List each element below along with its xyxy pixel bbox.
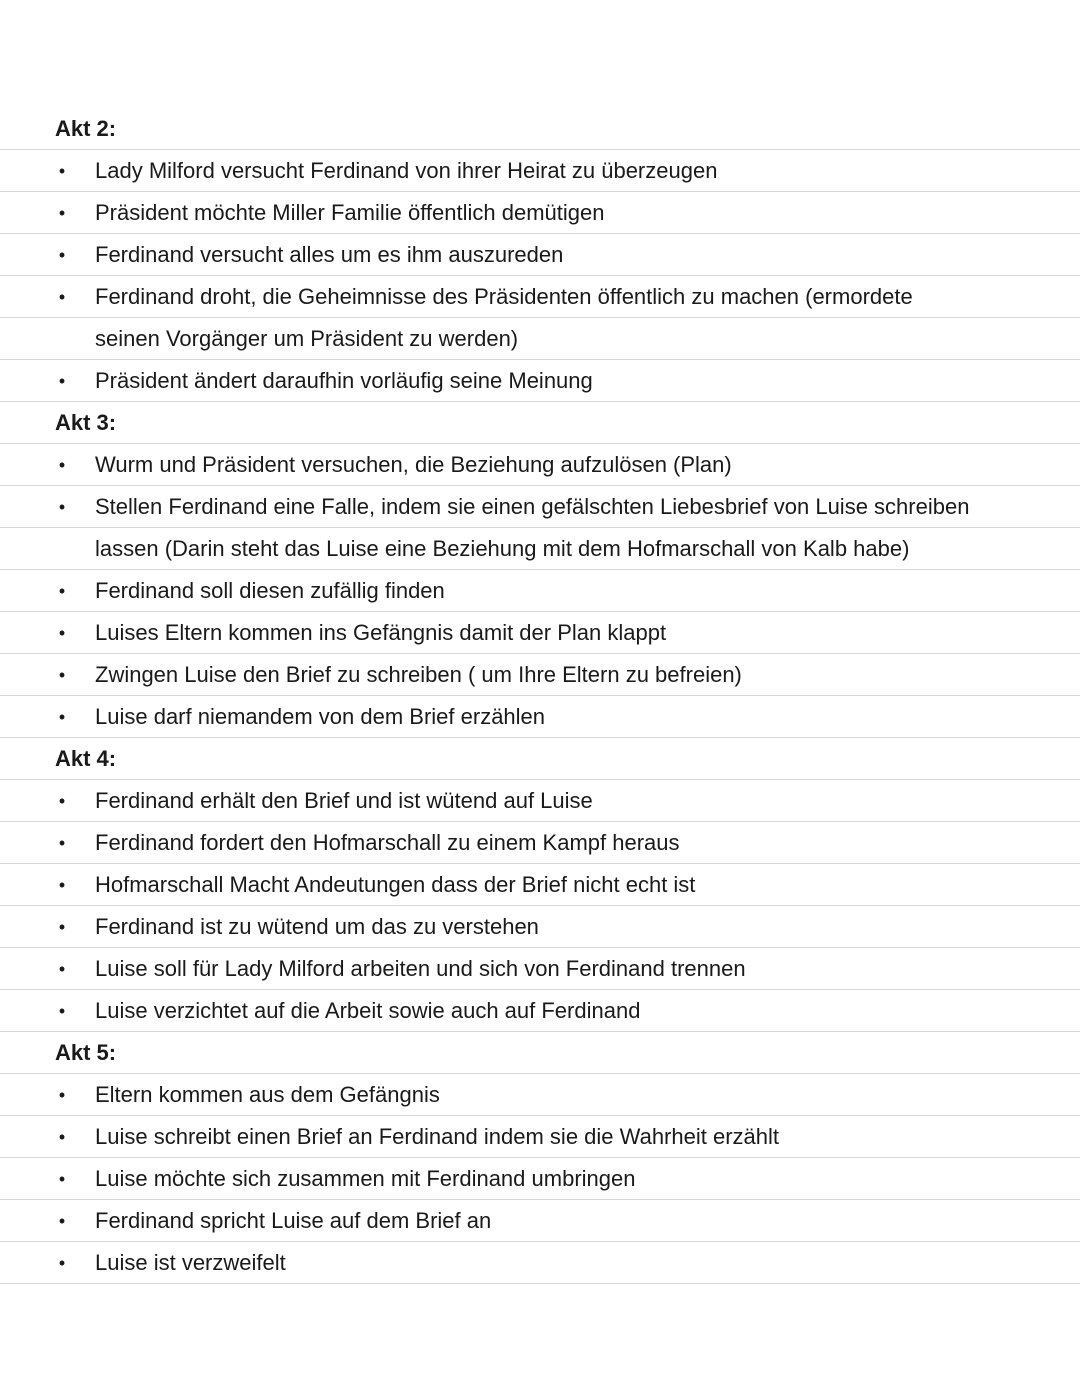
bullet-text: Hofmarschall Macht Andeutungen dass der Brief nicht echt ist: [95, 872, 696, 897]
bullet-icon: •: [58, 623, 66, 643]
bullet-icon: •: [58, 161, 66, 181]
bullet-item: [0, 948, 1080, 990]
bullet-text: Ferdinand droht, die Geheimnisse des Präsidenten öffentlich zu machen (ermordete: [95, 284, 913, 309]
bullet-item: [0, 1116, 1080, 1158]
bullet-text: Ferdinand ist zu wütend um das zu verstehen: [95, 914, 539, 939]
bullet-icon: •: [58, 707, 66, 727]
section-heading: Akt 4:: [0, 738, 1080, 780]
section-heading: Akt 3:: [0, 402, 1080, 444]
bullet-icon: •: [58, 665, 66, 685]
bullet-icon: •: [58, 455, 66, 475]
bullet-item: [0, 864, 1080, 906]
bullet-icon: •: [58, 245, 66, 265]
bullet-item: [0, 780, 1080, 822]
bullet-item: [0, 1074, 1080, 1116]
bullet-item: [0, 990, 1080, 1032]
bullet-icon: •: [58, 959, 66, 979]
bullet-text: Luises Eltern kommen ins Gefängnis damit der Plan klappt: [95, 620, 667, 645]
bullet-icon: •: [58, 1253, 66, 1273]
bullet-text: Luise verzichtet auf die Arbeit sowie auch auf Ferdinand: [95, 998, 641, 1023]
bullet-item-continuation: [0, 528, 1080, 570]
bullet-text: Wurm und Präsident versuchen, die Beziehung aufzulösen (Plan): [95, 452, 732, 477]
bullet-item: [0, 906, 1080, 948]
bullet-item: [0, 276, 1080, 318]
bullet-text: Luise schreibt einen Brief an Ferdinand indem sie die Wahrheit erzählt: [95, 1124, 779, 1149]
bullet-text: Eltern kommen aus dem Gefängnis: [95, 1082, 440, 1107]
bullet-text: Präsident ändert daraufhin vorläufig seine Meinung: [95, 368, 593, 393]
bullet-icon: •: [58, 833, 66, 853]
bullet-icon: •: [58, 1127, 66, 1147]
bullet-icon: •: [58, 287, 66, 307]
bullet-item: [0, 360, 1080, 402]
bullet-text: Ferdinand spricht Luise auf dem Brief an: [95, 1208, 492, 1233]
bullet-icon: •: [58, 791, 66, 811]
bullet-icon: •: [58, 581, 66, 601]
bullet-item: [0, 444, 1080, 486]
bullet-icon: •: [58, 1085, 66, 1105]
bullet-item: [0, 1200, 1080, 1242]
section-heading: Akt 2:: [0, 108, 1080, 150]
bullet-item: [0, 822, 1080, 864]
bullet-text: Luise ist verzweifelt: [95, 1250, 286, 1275]
bullet-icon: •: [58, 1169, 66, 1189]
bullet-item: [0, 696, 1080, 738]
bullet-item: [0, 234, 1080, 276]
bullet-item: [0, 1242, 1080, 1284]
bullet-item: [0, 612, 1080, 654]
bullet-text: seinen Vorgänger um Präsident zu werden): [95, 326, 519, 351]
bullet-text: Ferdinand fordert den Hofmarschall zu einem Kampf heraus: [95, 830, 680, 855]
bullet-item: [0, 570, 1080, 612]
bullet-text: Ferdinand erhält den Brief und ist wütend auf Luise: [95, 788, 593, 813]
document-page: [0, 108, 1080, 1284]
bullet-icon: •: [58, 371, 66, 391]
bullet-item: [0, 192, 1080, 234]
bullet-text: Zwingen Luise den Brief zu schreiben ( um Ihre Eltern zu befreien): [95, 662, 742, 687]
bullet-item: [0, 1158, 1080, 1200]
bullet-icon: •: [58, 497, 66, 517]
bullet-item: [0, 150, 1080, 192]
bullet-icon: •: [58, 875, 66, 895]
bullet-item: [0, 654, 1080, 696]
bullet-item: [0, 486, 1080, 528]
bullet-text: Ferdinand versucht alles um es ihm auszureden: [95, 242, 564, 267]
bullet-text: Luise darf niemandem von dem Brief erzählen: [95, 704, 546, 729]
bullet-text: Präsident möchte Miller Familie öffentlich demütigen: [95, 200, 605, 225]
bullet-icon: •: [58, 203, 66, 223]
bullet-text: Lady Milford versucht Ferdinand von ihrer Heirat zu überzeugen: [95, 158, 718, 183]
bullet-text: Ferdinand soll diesen zufällig finden: [95, 578, 445, 603]
bullet-icon: •: [58, 1001, 66, 1021]
bullet-icon: •: [58, 1211, 66, 1231]
section-heading: Akt 5:: [0, 1032, 1080, 1074]
bullet-item-continuation: [0, 318, 1080, 360]
bullet-text: Luise möchte sich zusammen mit Ferdinand umbringen: [95, 1166, 636, 1191]
bullet-text: lassen (Darin steht das Luise eine Beziehung mit dem Hofmarschall von Kalb habe): [95, 536, 910, 561]
bullet-text: Luise soll für Lady Milford arbeiten und sich von Ferdinand trennen: [95, 956, 746, 981]
bullet-icon: •: [58, 917, 66, 937]
bullet-text: Stellen Ferdinand eine Falle, indem sie einen gefälschten Liebesbrief von Luise schreiben: [95, 494, 970, 519]
